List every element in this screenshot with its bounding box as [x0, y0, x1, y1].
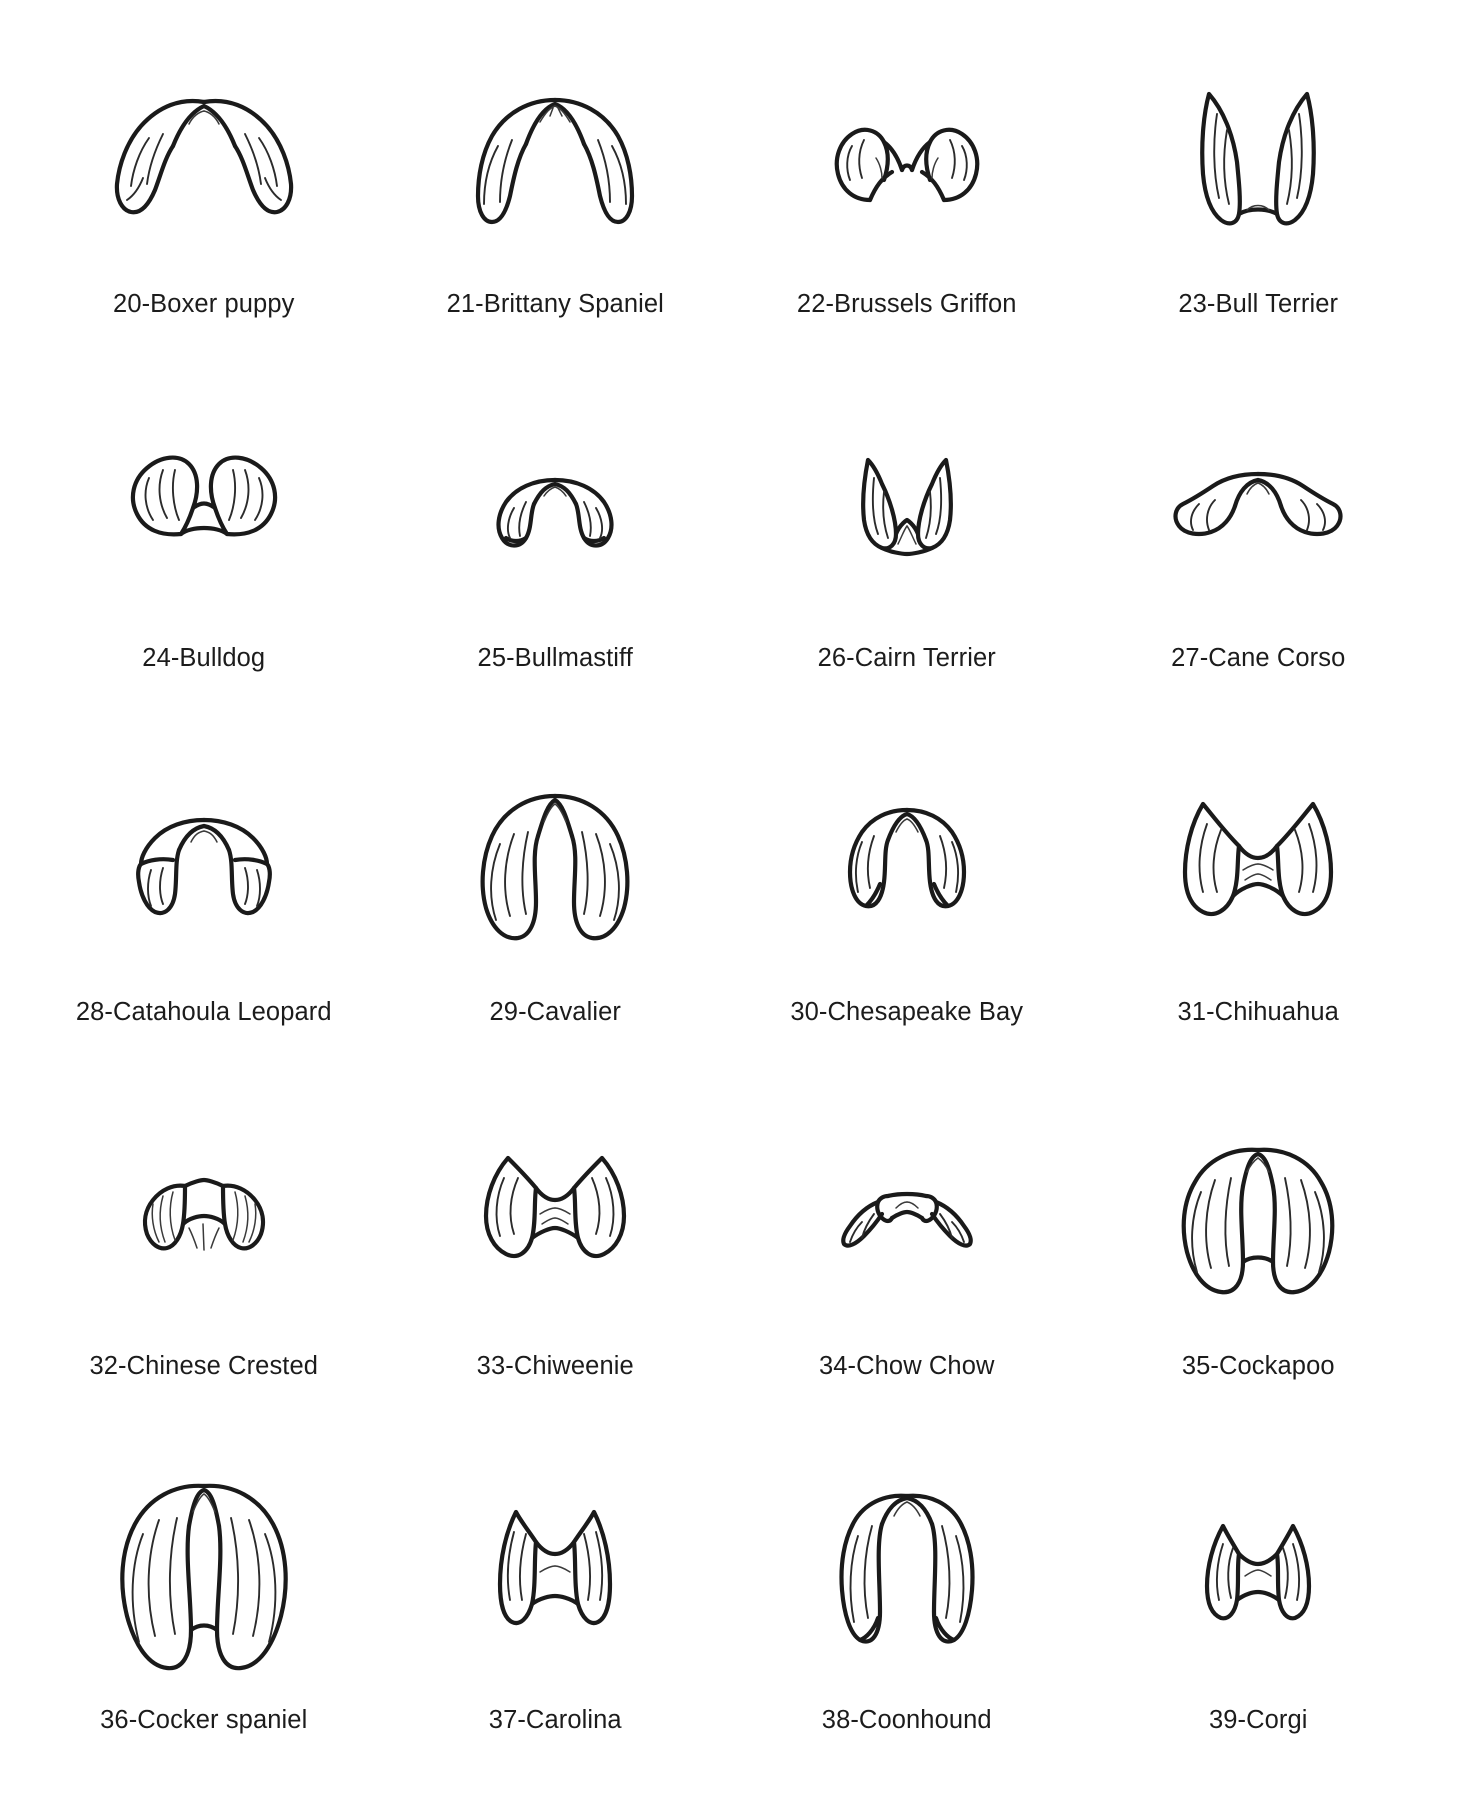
- ear-card: [1083, 1446, 1435, 1800]
- ear-card-caption: 38-Coonhound: [821, 1706, 992, 1734]
- ear-card-caption: 21-Brittany Spaniel: [446, 290, 664, 318]
- chow-chow-ear-illustration: [731, 1098, 1083, 1343]
- ear-card: [1083, 738, 1435, 1092]
- coonhound-ear-illustration: [731, 1452, 1083, 1697]
- ear-card-caption: 28-Catahoula Leopard: [75, 998, 332, 1026]
- corgi-ear-illustration: [1083, 1452, 1435, 1697]
- ear-card-caption: 20-Boxer puppy: [113, 290, 295, 318]
- ear-card-caption: 31-Chihuahua: [1177, 998, 1339, 1026]
- ear-card-caption: 23-Bull Terrier: [1178, 290, 1339, 318]
- ear-card-caption: 32-Chinese Crested: [89, 1352, 319, 1380]
- ear-card-caption: 33-Chiweenie: [476, 1352, 634, 1380]
- ear-card-caption: 34-Chow Chow: [818, 1352, 995, 1380]
- ear-card-caption: 36-Cocker spaniel: [100, 1706, 308, 1734]
- ear-card: [731, 384, 1083, 738]
- ear-card: [28, 1092, 380, 1446]
- brussels-griffon-ear-illustration: [731, 36, 1083, 281]
- chihuahua-ear-illustration: [1083, 744, 1435, 989]
- catahoula-leopard-ear-illustration: [28, 744, 380, 989]
- ear-card: [380, 1446, 732, 1800]
- ear-card-caption: 30-Chesapeake Bay: [790, 998, 1024, 1026]
- ear-card-caption: 27-Cane Corso: [1171, 644, 1346, 672]
- ear-card: [380, 384, 732, 738]
- ear-card: [731, 1092, 1083, 1446]
- ear-card: [28, 384, 380, 738]
- cavalier-ear-illustration: [380, 744, 732, 989]
- ear-card-caption: 22-Brussels Griffon: [796, 290, 1017, 318]
- ear-card: [731, 738, 1083, 1092]
- cockapoo-ear-illustration: [1083, 1098, 1435, 1343]
- ear-card-caption: 29-Cavalier: [489, 998, 621, 1026]
- chinese-crested-ear-illustration: [28, 1098, 380, 1343]
- carolina-ear-illustration: [380, 1452, 732, 1697]
- bull-terrier-ear-illustration: [1083, 36, 1435, 281]
- ear-card: [380, 1092, 732, 1446]
- ear-card: [28, 30, 380, 384]
- ear-card-caption: 26-Cairn Terrier: [817, 644, 996, 672]
- ear-chart-grid: [28, 30, 1434, 1800]
- chiweenie-ear-illustration: [380, 1098, 732, 1343]
- ear-card: [28, 738, 380, 1092]
- ear-card-caption: 35-Cockapoo: [1181, 1352, 1335, 1380]
- brittany-spaniel-ear-illustration: [380, 36, 732, 281]
- bullmastiff-ear-illustration: [380, 390, 732, 635]
- ear-card-caption: 39-Corgi: [1208, 1706, 1308, 1734]
- cocker-spaniel-ear-illustration: [28, 1452, 380, 1697]
- ear-card: [28, 1446, 380, 1800]
- ear-card: [731, 1446, 1083, 1800]
- ear-card: [731, 30, 1083, 384]
- ear-card: [1083, 30, 1435, 384]
- ear-card: [380, 30, 732, 384]
- ear-card-caption: 24-Bulldog: [142, 644, 266, 672]
- ear-card-caption: 37-Carolina: [488, 1706, 622, 1734]
- chesapeake-bay-ear-illustration: [731, 744, 1083, 989]
- cane-corso-ear-illustration: [1083, 390, 1435, 635]
- cairn-terrier-ear-illustration: [731, 390, 1083, 635]
- ear-card-caption: 25-Bullmastiff: [477, 644, 633, 672]
- ear-card: [1083, 384, 1435, 738]
- ear-card: [380, 738, 732, 1092]
- ear-card: [1083, 1092, 1435, 1446]
- boxer-puppy-ear-illustration: [28, 36, 380, 281]
- bulldog-ear-illustration: [28, 390, 380, 635]
